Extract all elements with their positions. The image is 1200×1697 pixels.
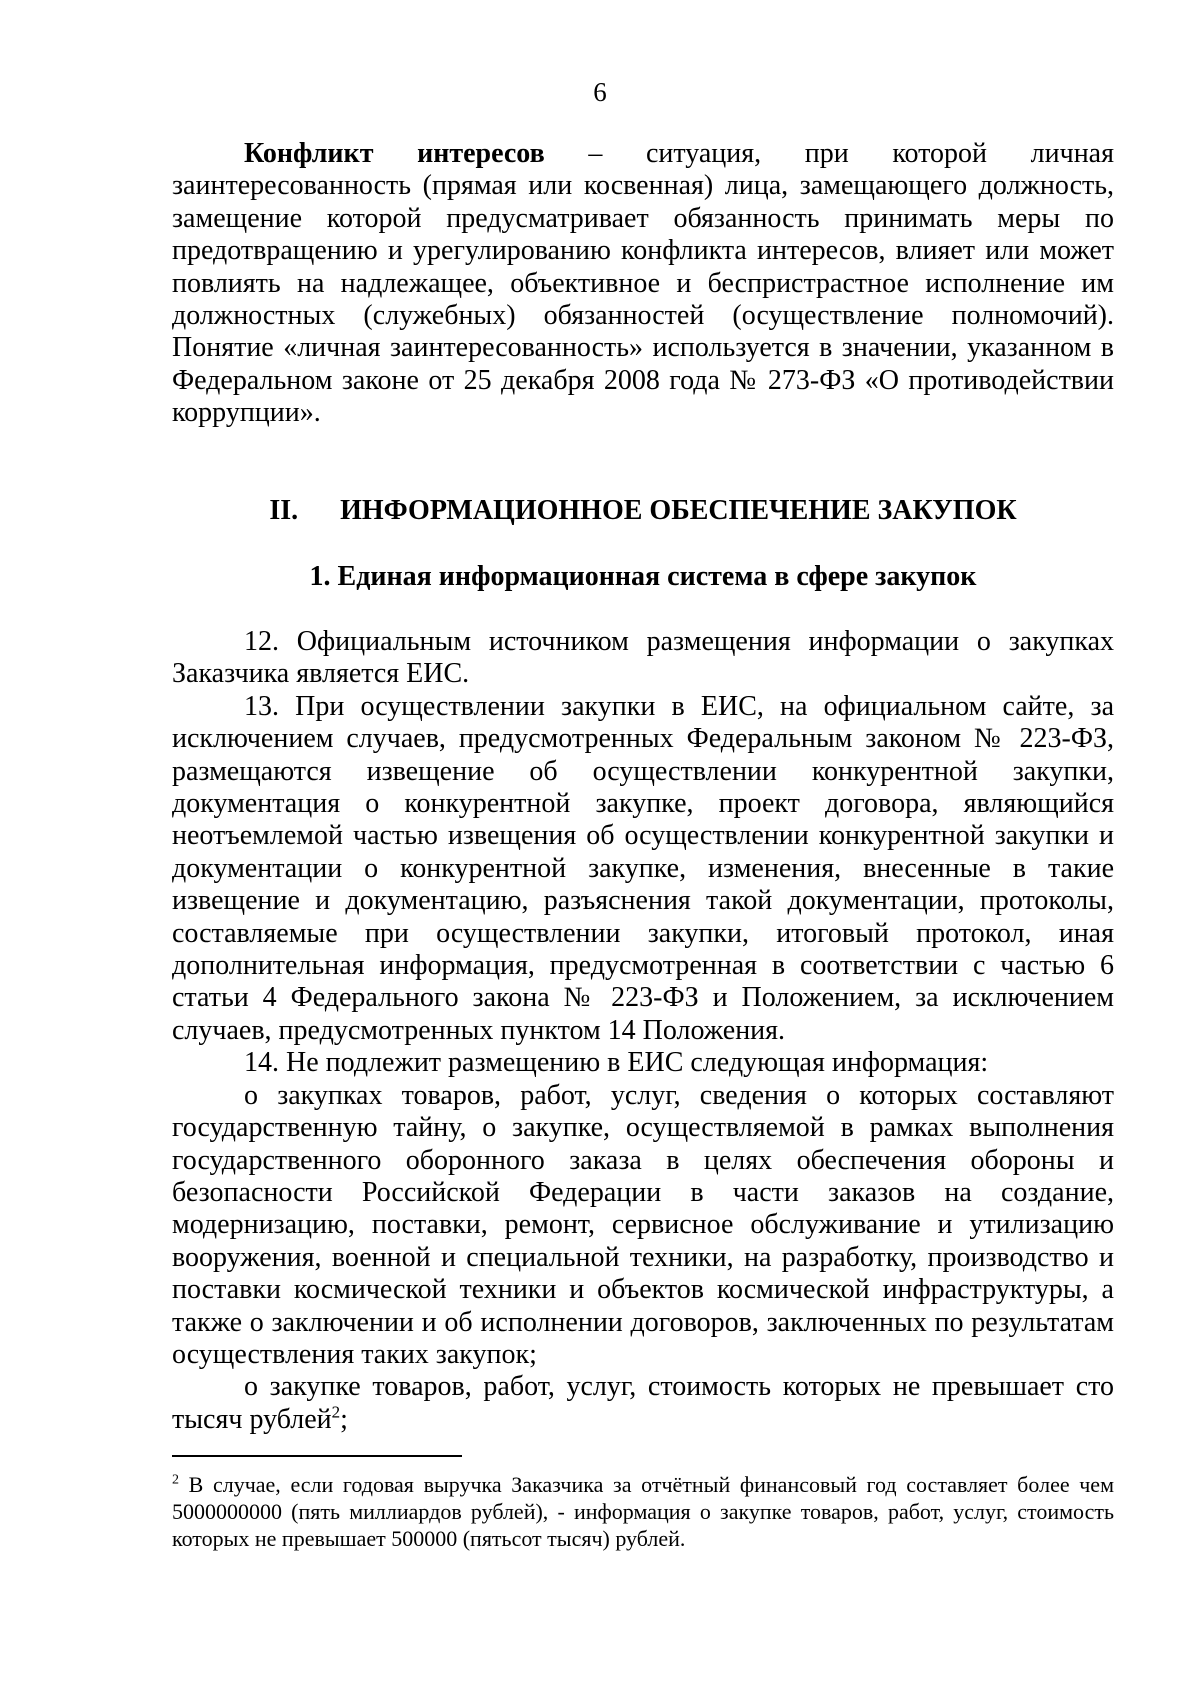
main-text-block bbox=[172, 626, 1114, 1436]
paragraph-12: 12. Официальным источником размещения информации о закупках Заказчика является ЕИС. bbox=[172, 626, 1114, 690]
footnote-text: В случае, если годовая выручка Заказчика за отчётный финансовый год составляет более чем 5000000000 (пять миллиардов рублей), - информация о закупке товаров, работ, услуг, стоимость которых не превышает 500000 (пятьсот тысяч) рублей. bbox=[172, 1472, 1114, 1552]
definition-text: – ситуация, при которой личная заинтересованность (прямая или косвенная) лица, замещающего должность, замещение которой предусматривает обязанность принимать меры по предотвращению и урегулированию конфликта интересов, влияет или может повлиять на надлежащее, объективное и беспристрастное исполнение им должностных (служебных) обязанностей (осуществление полномочий). Понятие «личная заинтересованность» используется в значении, указанном в Федеральном законе от 25 декабря 2008 года № 273-ФЗ «О противодействии коррупции». bbox=[172, 138, 1114, 429]
section-number: II. bbox=[269, 495, 299, 526]
footnote-divider bbox=[172, 1455, 462, 1457]
paragraph-14-item-2-tail: ; bbox=[340, 1403, 348, 1435]
paragraph-14-item-2-text: о закупке товаров, работ, услуг, стоимость которых не превышает сто тысяч рублей bbox=[172, 1371, 1114, 1435]
paragraph-13: 13. При осуществлении закупки в ЕИС, на официальном сайте, за исключением случаев, предусмотренных Федеральным законом № 223-ФЗ, размещаются извещение об осуществлении конкурентной закупки, документация о конкурентной закупке, проект договора, являющийся неотъемлемой частью извещения об осуществлении конкурентной закупки и документации о конкурентной закупке, изменения, внесенные в такие извещение и документацию, разъяснения такой документации, протоколы, составляемые при осуществлении закупки, итоговый протокол, иная дополнительная информация, предусмотренная в соответствии с частью 6 статьи 4 Федерального закона № 223-ФЗ и Положением, за исключением случаев, предусмотренных пунктом 14 Положения. bbox=[172, 690, 1114, 1046]
definition-paragraph bbox=[172, 138, 1114, 430]
section-heading bbox=[172, 494, 1114, 528]
footnote bbox=[172, 1471, 1114, 1553]
definition-term: Конфликт интересов bbox=[244, 138, 545, 169]
footnote-reference[interactable]: 2 bbox=[331, 1402, 341, 1422]
section-title: ИНФОРМАЦИОННОЕ ОБЕСПЕЧЕНИЕ ЗАКУПОК bbox=[340, 495, 1017, 526]
footnote-marker: 2 bbox=[172, 1472, 179, 1488]
subsection-heading: 1. Единая информационная система в сфере закупок bbox=[309, 561, 977, 592]
paragraph-14-item-1: о закупках товаров, работ, услуг, сведения о которых составляют государственную тайну, о закупке, осуществляемой в рамках выполнения государственного оборонного заказа в целях обеспечения обороны и безопасности Российской Федерации в части заказов на создание, модернизацию, поставки, ремонт, сервисное обслуживание и утилизацию вооружения, военной и специальной техники, на разработку, производство и поставки космической техники и объектов космической инфраструктуры, а также о заключении и об исполнении договоров, заключенных по результатам осуществления таких закупок; bbox=[172, 1079, 1114, 1370]
definition-block bbox=[172, 138, 1114, 430]
paragraph-14-item-2 bbox=[172, 1371, 1114, 1436]
paragraph-14: 14. Не подлежит размещению в ЕИС следующая информация: bbox=[244, 1047, 989, 1079]
page-number: 6 bbox=[593, 77, 607, 107]
